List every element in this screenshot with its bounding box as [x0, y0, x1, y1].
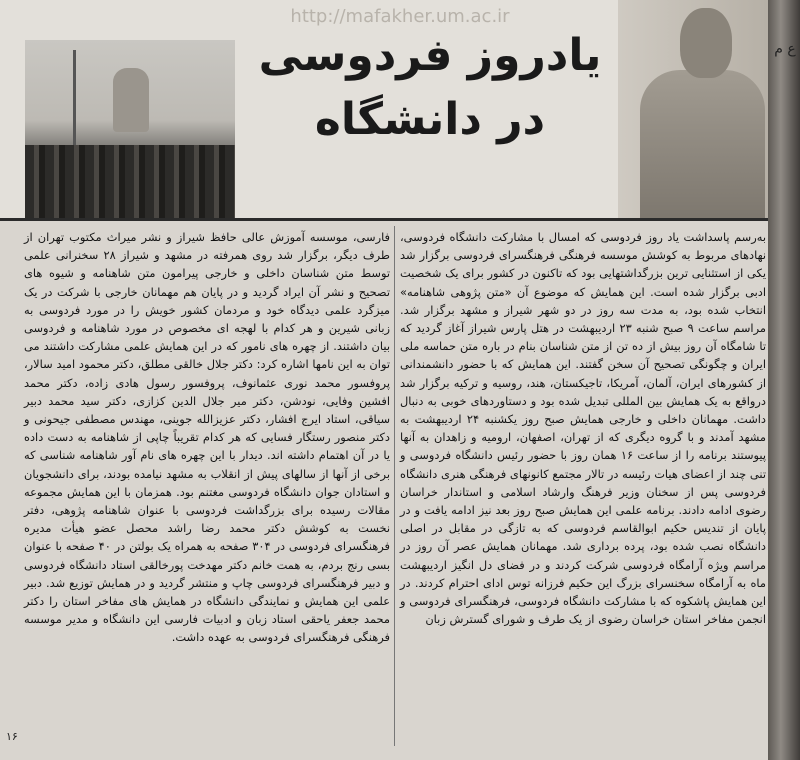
- ferdowsi-statue-photo: [618, 0, 768, 218]
- title-line-2: در دانشگاه: [314, 94, 546, 145]
- column-right-text: به‌رسم پاسداشت یاد روز فردوسی که امسال با مشارکت دانشگاه فردوسی، نهادهای مربوط به کوشش موسسه فرهنگی فرهنگسرای فردوسی برگزار شد یکی از استثنایی ترین بزرگداشتهایی بود که تاکنون در کشور برای یک شخصیت ادبی برگزار شده است. این همایش که موضوع آن «متن پژوهی شاهنامه» انتخاب شده بود، به مدت سه روز در دو شهر شیراز و مشهد برگزار شد. مراسم ساعت ۹ صبح شنبه ۲۳ اردیبهشت در هتل پارس شیراز آغاز گردید که تا شامگاه آن روز بیش از ده تن از متن شناسان بنام در باره متن حماسه ملی ایران و چگونگی تصحیح آن سخن گفتند. این همایش که با حضور دانشمندانی از کشورهای ایران، آلمان، آمریکا، تاجیکستان، هند، روسیه و ترکیه برگزار شد درواقع به یک همایش بین المللی تبدیل شده بود و دستاوردهای خوبی به دنبال داشت. مهمانان داخلی و خارجی همایش صبح روز یکشنبه ۲۴ اردیبهشت به مشهد آمدند و با گروه دیگری که از تهران، اصفهان، ارومیه و زاهدان به آنها پیوستند برنامه را از ساعت ۱۶ همان روز با حضور رئیس دانشگاه فردوسی و تنی چند از اعضای هیات رئیسه در تالار مجتمع کانونهای فرهنگی هنری دانشگاه فردوسی پس از سخنان وزیر فرهنگ وارشاد اسلامی و استاندار خراسان رضوی ادامه دادند. برنامه علمی این همایش صبح روز بعد نیز ادامه یافت و در پایان از تندیس حکیم ابوالقاسم فردوسی که به تازگی در مقابل در اصلی دانشگاه نصب شده بود، پرده برداری شد. مهمانان همایش عصر آن روز در مراسم ویژه آرامگاه فردوسی شرکت کردند و در فضای دل انگیز اردیبهشت ماه به آرامگاه سخنسرای بزرگ این حکیم فرزانه توس ادای احترام کردند. در این همایش پاشکوه که با مشارکت دانشگاه فردوسی، فرهنگسرای فردوسی و انجمن مفاخر استان خراسان رضوی از یک طرف و شورای گسترش زبان: [400, 230, 766, 627]
- ceremony-photo: [25, 40, 235, 218]
- spine-text: ع م: [774, 41, 796, 57]
- page-number: ۱۶: [6, 730, 18, 743]
- statue-figure: [113, 68, 149, 132]
- column-left-text: فارسی، موسسه آموزش عالی حافظ شیراز و نشر میراث مکتوب تهران از طرف دیگر، برگزار شد روی همرفته در مشهد و شیراز ۲۸ سخنرانی علمی توسط متن شناسان داخلی و خارجی پیرامون متن شاهنامه و شیوه های تصحیح و نشر آن ایراد گردید و در پایان هم مهمانان خارجی با شرکت در یک میزگرد علمی دیدگاه خود و مردمان کشور خویش را در مورد فردوسی به زبانی شیرین و هر کدام با لهجه ای مخصوص در مورد شاهنامه و فردوسی بیان داشتند. از چهره های نامور که در این همایش علمی مشارکت داشتند می توان به این نامها اشاره کرد: دکتر جلال خالقی مطلق، دکتر محمود امید سالار، پروفسور محمد نوری عثمانوف، پروفسور رسول هادی زاده، دکتر محمد افشین وفایی، نودشن، دکتر میر جلال الدین کزازی، دکتر سید محمد دبیر سیاقی، استاد ایرج افشار، دکتر عزیزالله جوینی، مهندس مصطفی جیحونی و دکتر منصور رستگار فسایی که هر کدام تقریباً چاپی از شاهنامه به دست داده یا در آن اهتمام داشته اند. دیدار با این چهره های نام آور شاهنامه شناسی که برخی از آنها از سالهای پیش از انقلاب به مشهد نیامده بودند، برای دانشجویان و استادان جوان دانشگاه فردوسی مغتنم بود. همزمان با این همایش مجموعه مقالات رسیده برای بزرگداشت فردوسی با عنوان شاهنامه پژوهی، دفتر نخست به کوشش دکتر محمد رضا راشد محصل عضو هیأت مدیره فرهنگسرای فردوسی در ۳۰۴ صفحه به همراه یک بولتن در ۴۰ صفحه با عنوان بسی رنج بردم، به همت خانم دکتر مهدخت پورخالقی استاد دانشگاه فردوسی و دبیر فرهنگسرای فردوسی چاپ و منتشر گردید و در همایش توزیع شد. دبیر علمی این همایش و نمایندگی دانشگاه در همایش های مفاخر استان را دکتر محمد جعفر یاحقی استاد زبان و ادبیات فارسی این دانشگاه و مدیر موسسه فرهنگی فرهنگسرای فردوسی به عهده داشت.: [24, 230, 390, 645]
- statue-body: [640, 70, 765, 218]
- book-spine: [768, 0, 800, 760]
- crowd: [25, 145, 235, 218]
- lamp-post: [73, 50, 76, 160]
- column-rule: [394, 226, 395, 746]
- column-right: [400, 228, 766, 628]
- article-title: [250, 28, 610, 148]
- header-divider: [0, 218, 768, 221]
- column-left: [24, 228, 390, 647]
- article-header: [0, 0, 768, 220]
- title-line-1: یادروز فردوسی: [258, 30, 602, 81]
- statue-head: [680, 8, 732, 78]
- watermark-text: http://mafakher.um.ac.ir: [290, 6, 510, 27]
